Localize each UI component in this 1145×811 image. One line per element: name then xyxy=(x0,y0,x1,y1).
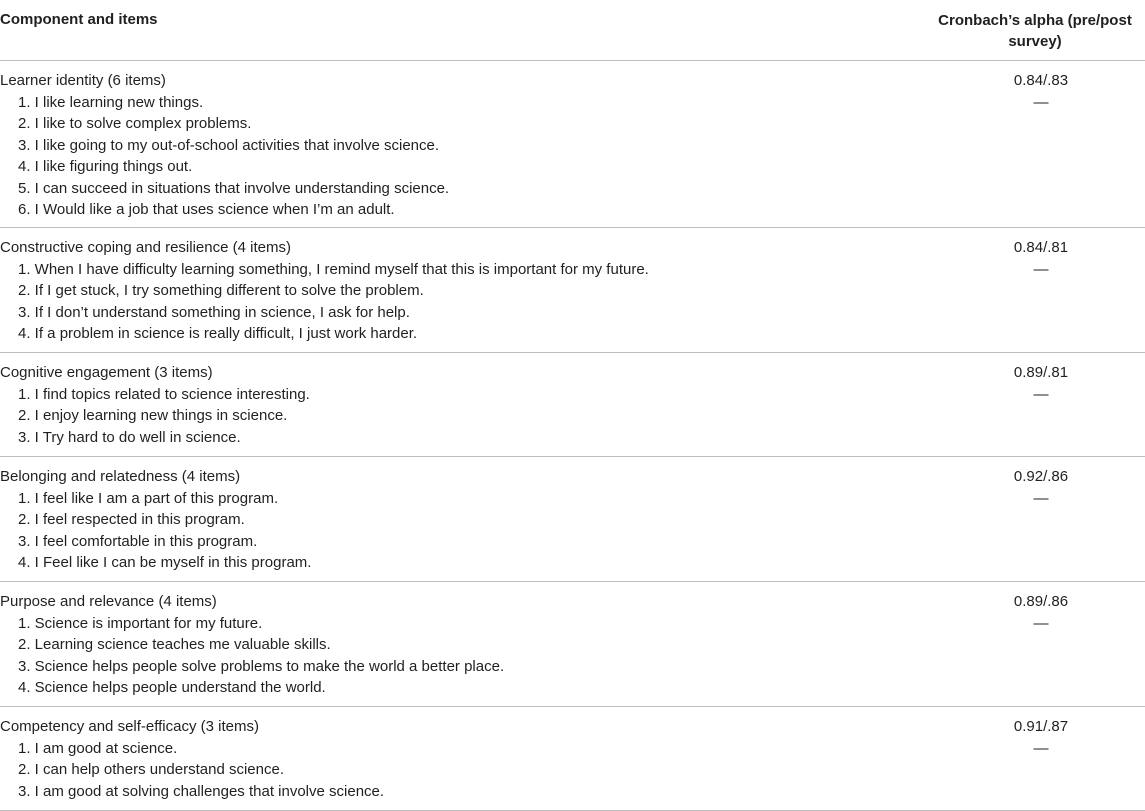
section-cognitive-engagement xyxy=(0,353,1145,457)
list-item: 2. I feel respected in this program. xyxy=(18,511,245,528)
alpha-value-cell xyxy=(925,237,1145,280)
alpha-value: 0.84/.81 xyxy=(1013,239,1069,256)
section-title: Constructive coping and resilience (4 items) xyxy=(0,239,291,256)
alpha-value-cell xyxy=(925,716,1145,759)
list-item: 5. I can succeed in situations that involve understanding science. xyxy=(18,179,450,197)
alpha-dash: — xyxy=(1033,260,1049,278)
alpha-value: 0.89/.86 xyxy=(1013,593,1069,610)
alpha-dash: — xyxy=(1033,489,1049,507)
list-item: 1. I feel like I am a part of this program. xyxy=(18,489,279,507)
alpha-value: 0.89/.81 xyxy=(1013,364,1069,381)
alpha-value: 0.92/.86 xyxy=(1013,468,1069,485)
list-item: 4. I like figuring things out. xyxy=(18,158,193,175)
header-cronbach-alpha: Cronbach’s alpha (pre/post survey) xyxy=(938,12,1132,50)
section-title: Purpose and relevance (4 items) xyxy=(0,593,217,610)
header-component-items: Component and items xyxy=(0,11,158,28)
list-item: 4. Science helps people understand the world. xyxy=(18,679,326,696)
list-item: 2. I enjoy learning new things in science. xyxy=(18,407,288,424)
list-item: 2. Learning science teaches me valuable skills. xyxy=(18,636,331,653)
list-item: 3. I feel comfortable in this program. xyxy=(18,532,258,550)
section-title: Belonging and relatedness (4 items) xyxy=(0,468,241,485)
list-item: 1. I find topics related to science interesting. xyxy=(18,385,310,403)
table-header xyxy=(0,0,1145,61)
alpha-value-cell xyxy=(925,70,1145,113)
list-item: 4. If a problem in science is really difficult, I just work harder. xyxy=(18,325,418,342)
list-item: 2. If I get stuck, I try something different to solve the problem. xyxy=(18,282,424,299)
alpha-dash: — xyxy=(1033,93,1049,111)
alpha-value-cell xyxy=(925,362,1145,405)
alpha-value-cell xyxy=(925,591,1145,634)
section-competency-self-efficacy xyxy=(0,707,1145,811)
section-title: Competency and self-efficacy (3 items) xyxy=(0,718,259,735)
list-item: 3. I like going to my out-of-school activities that involve science. xyxy=(18,136,440,154)
list-item: 2. I like to solve complex problems. xyxy=(18,115,252,132)
alpha-value: 0.84/.83 xyxy=(1013,72,1069,89)
list-item: 6. I Would like a job that uses science when I’m an adult. xyxy=(18,201,395,218)
section-title: Learner identity (6 items) xyxy=(0,72,166,89)
alpha-dash: — xyxy=(1033,739,1049,757)
section-learner-identity xyxy=(0,61,1145,228)
alpha-value: 0.91/.87 xyxy=(1013,718,1069,735)
list-item: 3. I Try hard to do well in science. xyxy=(18,428,241,446)
list-item: 3. I am good at solving challenges that involve science. xyxy=(18,782,385,800)
list-item: 3. If I don’t understand something in science, I ask for help. xyxy=(18,303,410,321)
list-item: 1. I like learning new things. xyxy=(18,93,204,111)
alpha-dash: — xyxy=(1033,385,1049,403)
list-item: 1. I am good at science. xyxy=(18,739,178,757)
alpha-value-cell xyxy=(925,466,1145,509)
list-item: 1. Science is important for my future. xyxy=(18,614,263,632)
section-purpose-relevance xyxy=(0,582,1145,707)
list-item: 3. Science helps people solve problems to make the world a better place. xyxy=(18,657,505,675)
alpha-dash: — xyxy=(1033,614,1049,632)
section-constructive-coping xyxy=(0,228,1145,353)
list-item: 1. When I have difficulty learning something, I remind myself that this is important for my future. xyxy=(18,260,649,278)
list-item: 4. I Feel like I can be myself in this program. xyxy=(18,554,312,571)
section-belonging-relatedness xyxy=(0,457,1145,582)
list-item: 2. I can help others understand science. xyxy=(18,761,285,778)
section-title: Cognitive engagement (3 items) xyxy=(0,364,213,381)
